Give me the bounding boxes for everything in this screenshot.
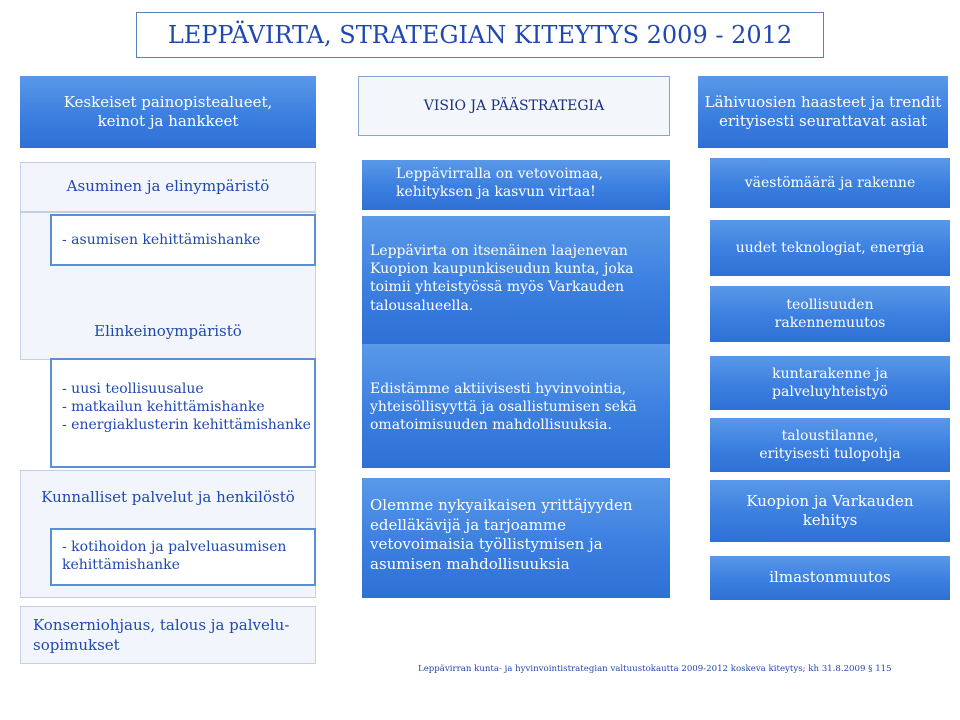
elinkeino-item: - energiaklusterin kehittämishanke — [62, 417, 311, 434]
trend-teollisuus — [710, 286, 950, 342]
header-right — [698, 76, 948, 148]
konserni-box — [20, 606, 316, 664]
trend-kuopio-varkaus-line1: Kuopion ja Varkauden — [746, 491, 914, 510]
trend-taloustilanne-line1: taloustilanne, — [781, 427, 879, 444]
elinkeino-item: - uusi teollisuusalue — [62, 381, 204, 397]
kunnalliset-item-box — [50, 528, 316, 586]
elinkeino-items-box — [50, 358, 316, 468]
header-right-line2: erityisesti seurattavat asiat — [719, 112, 927, 130]
trend-ilmastonmuutos: ilmastonmuutos — [710, 556, 950, 600]
asuminen-item: - asumisen kehittämishanke — [62, 231, 261, 248]
header-middle: VISIO JA PÄÄSTRATEGIA — [358, 76, 670, 136]
strategy-2-line: yhteisöllisyyttä ja osallistumisen sekä — [370, 399, 637, 416]
strategy-box-2 — [362, 344, 670, 468]
strategy-3-line: edelläkävijä ja tarjoamme — [370, 515, 567, 534]
asuminen-item-box — [50, 214, 316, 266]
asuminen-title: Asuminen ja elinympäristö — [20, 162, 316, 212]
trend-kuopio-varkaus-line2: kehitys — [802, 511, 858, 529]
kunnalliset-title: Kunnalliset palvelut ja henkilöstö — [41, 488, 295, 507]
strategy-2-line: Edistämme aktiivisesti hyvinvointia, — [370, 381, 627, 397]
trend-kuopio-varkaus — [710, 480, 950, 542]
strategy-box-3 — [362, 478, 670, 598]
trend-kuntarakenne-line2: palveluyhteistyö — [772, 384, 888, 400]
trend-kuntarakenne — [710, 356, 950, 410]
trend-vaestomaara: väestömäärä ja rakenne — [710, 158, 950, 208]
strategy-3-line: asumisen mahdollisuuksia — [370, 554, 570, 573]
kunnalliset-item-line2: kehittämishanke — [62, 557, 180, 574]
strategy-box-1 — [362, 216, 670, 344]
header-right-line1: Lähivuosien haasteet ja trendit — [704, 92, 942, 111]
trend-taloustilanne — [710, 418, 950, 472]
trend-kuntarakenne-line1: kuntarakenne ja — [772, 365, 888, 382]
strategy-1-line: talousalueella. — [370, 297, 474, 314]
strategy-1-line: Leppävirta on itsenäinen laajenevan — [370, 243, 628, 259]
header-left — [20, 76, 316, 148]
trend-taloustilanne-line2: erityisesti tulopohja — [759, 446, 901, 462]
trend-teollisuus-line2: rakennemuutos — [774, 315, 886, 331]
kunnalliset-item-line1: - kotihoidon ja palveluasumisen — [62, 539, 287, 555]
strategy-1-line: Kuopion kaupunkiseudun kunta, joka — [370, 261, 634, 278]
konserni-title-line2: sopimukset — [33, 636, 120, 655]
elinkeino-item: - matkailun kehittämishanke — [62, 399, 265, 416]
header-left-line2: keinot ja hankkeet — [97, 112, 239, 130]
konserni-title-line1: Konserniohjaus, talous ja palvelu- — [33, 616, 290, 634]
strategy-3-line: vetovoimaisia työllistymisen ja — [370, 535, 603, 553]
vision-line1: Leppävirralla on vetovoimaa, — [396, 166, 604, 182]
elinkeino-title: Elinkeinoympäristö — [94, 322, 242, 341]
trend-teollisuus-line1: teollisuuden — [786, 296, 874, 313]
page-title: LEPPÄVIRTA, STRATEGIAN KITEYTYS 2009 - 2012 — [136, 12, 824, 58]
strategy-2-line: omatoimisuuden mahdollisuuksia. — [370, 417, 612, 434]
vision-box — [362, 160, 670, 210]
strategy-1-line: toimii yhteistyössä myös Varkauden — [370, 279, 625, 296]
trend-teknologiat: uudet teknologiat, energia — [710, 220, 950, 276]
header-left-line1: Keskeiset painopistealueet, — [63, 92, 273, 111]
strategy-3-line: Olemme nykyaikaisen yrittäjyyden — [370, 496, 633, 514]
footnote: Leppävirran kunta- ja hyvinvointistrategian valtuustokautta 2009-2012 koskeva kiteytys; kh 31.8.2009 § 115 — [418, 664, 892, 674]
vision-line2: kehityksen ja kasvun virtaa! — [396, 184, 596, 201]
